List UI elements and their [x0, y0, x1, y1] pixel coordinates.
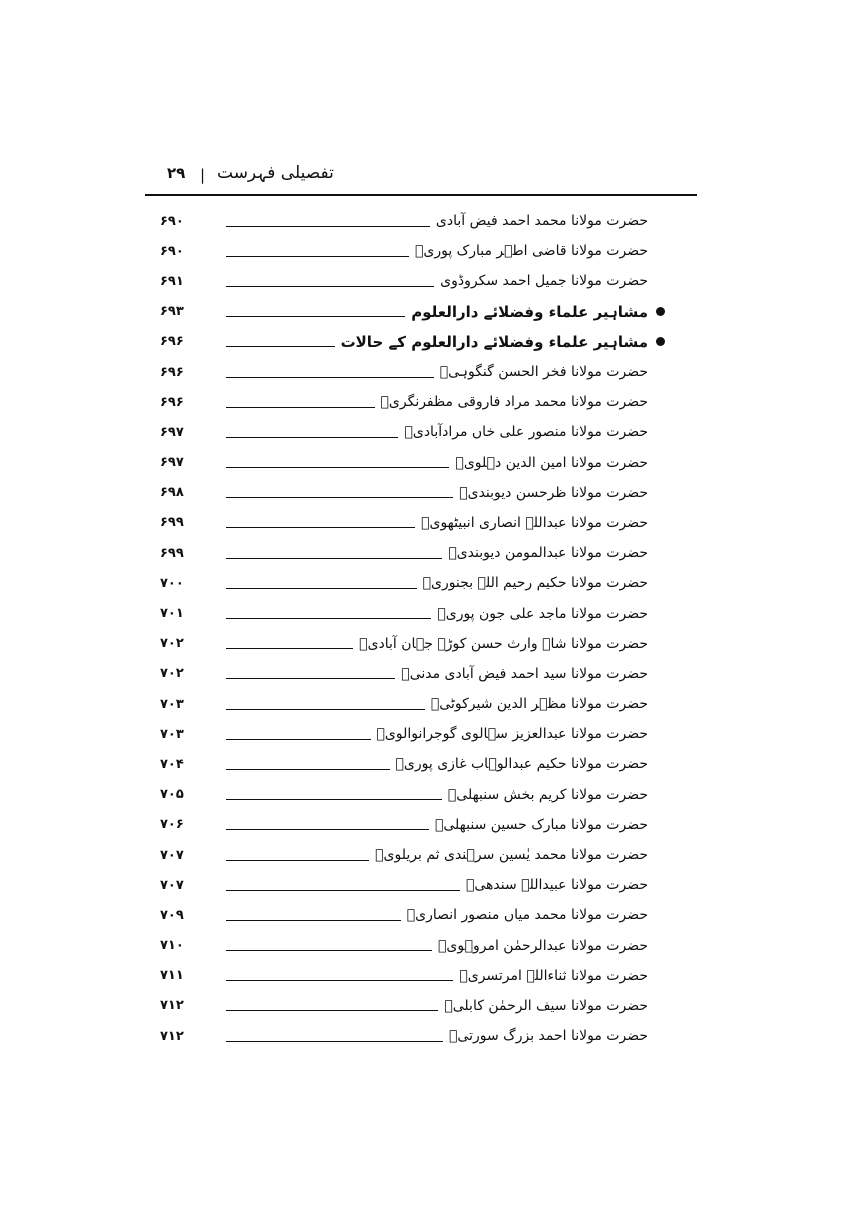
toc-leader-line — [226, 377, 434, 378]
toc-entry-title: حضرت مولانا امین الدین دہلویؒ — [455, 454, 648, 471]
toc-entry-page: ۷۱۰ — [160, 938, 184, 954]
toc-entry — [160, 719, 665, 749]
toc-entry-title: حضرت مولانا فخر الحسن گنگوہیؒ — [439, 364, 648, 381]
toc-entry — [160, 417, 665, 447]
toc-entry-page: ۷۰۷ — [160, 877, 184, 893]
toc-entry-page: ۶۹۳ — [160, 304, 184, 320]
toc-leader-line — [226, 467, 449, 468]
toc-entry — [160, 206, 665, 236]
toc-entry — [160, 568, 665, 598]
toc-entry-page: ۷۰۹ — [160, 907, 184, 923]
toc-entry-page: ۶۹۷ — [160, 424, 184, 440]
toc-entry-title: حضرت مولانا شاہ وارث حسن کوڑہ جہان آبادیؒ — [359, 635, 648, 652]
toc-entry — [160, 629, 665, 659]
toc-entry-title: حضرت مولانا ثناءاللہ امرتسریؒ — [459, 967, 648, 984]
header-title: تفصیلی فہرست — [217, 163, 334, 183]
toc-entry-page: ۶۹۹ — [160, 545, 184, 561]
toc-entry-page: ۷۰۶ — [160, 817, 184, 833]
toc-entry-title: حضرت مولانا کریم بخش سنبھلیؒ — [447, 786, 648, 803]
toc-entry-title: حضرت مولانا عبدالمومن دیوبندیؒ — [448, 545, 648, 562]
toc-entry-page: ۶۹۱ — [160, 273, 184, 289]
toc-entry — [160, 810, 665, 840]
toc-leader-line — [226, 316, 405, 317]
toc-entry — [160, 840, 665, 870]
toc-entry-title: حضرت مولانا عبدالرحمٰن امروہویؒ — [437, 937, 648, 954]
toc-leader-line — [226, 527, 415, 528]
toc-entry-title: حضرت مولانا مظہر الدین شیرکوٹیؒ — [430, 696, 648, 713]
toc-entry-page: ۷۰۳ — [160, 696, 184, 712]
toc-leader-line — [226, 950, 432, 951]
toc-entry — [160, 327, 665, 357]
header-page-number: ۲۹ — [167, 164, 186, 182]
toc-entry-page: ۶۹۶ — [160, 334, 184, 350]
toc-entry — [160, 598, 665, 628]
toc-entry-page: ۷۱۲ — [160, 1028, 184, 1044]
toc-leader-line — [226, 860, 369, 861]
toc-entry-page: ۶۹۶ — [160, 364, 184, 380]
toc-leader-line — [226, 1010, 438, 1011]
toc-entry — [160, 508, 665, 538]
toc-entry-page: ۶۹۷ — [160, 455, 184, 471]
toc-entry-title: حضرت مولانا حکیم عبدالوہاب غازی پوریؒ — [395, 756, 648, 773]
toc-entry-title: حضرت مولانا محمد میاں منصور انصاریؒ — [406, 907, 648, 924]
toc-entry — [160, 236, 665, 266]
toc-entry-page: ۶۹۶ — [160, 394, 184, 410]
toc-leader-line — [226, 709, 425, 710]
toc-entry — [160, 991, 665, 1021]
toc-entry — [160, 448, 665, 478]
toc-entry-title: حضرت مولانا عبیداللہ سندھیؒ — [465, 877, 648, 894]
toc-leader-line — [226, 769, 390, 770]
toc-leader-line — [226, 829, 429, 830]
bullet-icon — [656, 307, 665, 316]
toc-entry-title: حضرت مولانا محمد مراد فاروقی مظفرنگریؒ — [380, 394, 648, 411]
toc-leader-line — [226, 226, 430, 227]
toc-leader-line — [226, 497, 453, 498]
toc-entry-page: ۷۱۱ — [160, 968, 184, 984]
toc-entry-page: ۶۹۰ — [160, 213, 184, 229]
toc-entry — [160, 689, 665, 719]
toc-entry-page: ۷۱۲ — [160, 998, 184, 1014]
toc-entry-page: ۷۰۰ — [160, 575, 184, 591]
toc-entry-title: حضرت مولانا منصور علی خاں مرادآبادیؒ — [404, 424, 648, 441]
toc-entry-page: ۶۹۸ — [160, 485, 184, 501]
toc-leader-line — [226, 558, 442, 559]
toc-entry — [160, 478, 665, 508]
toc-entry-title: حضرت مولانا عبداللہ انصاری انبیٹھویؒ — [421, 514, 648, 531]
toc-entry — [160, 1021, 665, 1051]
toc-entry-page: ۷۰۳ — [160, 726, 184, 742]
toc-entry — [160, 538, 665, 568]
toc-entry — [160, 961, 665, 991]
toc-entry — [160, 780, 665, 810]
toc-entry-title: حضرت مولانا ماجد علی جون پوریؒ — [437, 605, 648, 622]
toc-entry — [160, 870, 665, 900]
toc-entry-title: حضرت مولانا احمد بزرگ سورتیؒ — [449, 1028, 648, 1045]
toc-entry-page: ۷۰۲ — [160, 636, 184, 652]
toc-entry — [160, 387, 665, 417]
toc-leader-line — [226, 678, 395, 679]
toc-entry — [160, 659, 665, 689]
toc-entry-title: حضرت مولانا محمد یٰسین سرہندی ثم بریلویؒ — [375, 847, 648, 864]
toc-entry-title: حضرت مولانا محمد احمد فیض آبادی — [435, 213, 648, 230]
toc-entry-title: حضرت مولانا قاضی اطہر مبارک پوریؒ — [414, 243, 648, 260]
toc-entry-page: ۷۰۱ — [160, 606, 184, 622]
toc-leader-line — [226, 799, 442, 800]
toc-entry — [160, 266, 665, 296]
toc-entry-page: ۶۹۰ — [160, 243, 184, 259]
toc-leader-line — [226, 890, 460, 891]
toc-entry-page: ۷۰۷ — [160, 847, 184, 863]
toc-entry — [160, 900, 665, 930]
toc-entry-page: ۶۹۹ — [160, 515, 184, 531]
toc-leader-line — [226, 980, 453, 981]
toc-leader-line — [226, 739, 371, 740]
toc-entry-title: حضرت مولانا ظرحسن دیوبندیؒ — [459, 484, 648, 501]
toc-entry-title: مشاہیر علماء وفضلائے دارالعلوم — [411, 302, 648, 321]
toc-entry-title: حضرت مولانا عبدالعزیز سہالوی گوجرانوالویؒ — [376, 726, 648, 743]
toc-leader-line — [226, 346, 335, 347]
page-header — [145, 160, 697, 196]
toc-leader-line — [226, 286, 434, 287]
header-separator: | — [200, 166, 206, 184]
bullet-icon — [656, 337, 665, 346]
table-of-contents — [160, 206, 665, 1051]
toc-entry — [160, 931, 665, 961]
toc-leader-line — [226, 437, 398, 438]
toc-entry — [160, 749, 665, 779]
toc-leader-line — [226, 648, 353, 649]
toc-leader-line — [226, 407, 375, 408]
toc-entry-title: حضرت مولانا حکیم رحیم اللہ بجنوریؒ — [422, 575, 648, 592]
toc-entry-page: ۷۰۴ — [160, 756, 184, 772]
toc-entry-title: حضرت مولانا سیف الرحمٰن کابلیؒ — [444, 997, 648, 1014]
toc-entry-page: ۷۰۲ — [160, 666, 184, 682]
toc-entry-title: مشاہیر علماء وفضلائے دارالعلوم کے حالات — [340, 332, 648, 351]
toc-leader-line — [226, 588, 417, 589]
toc-leader-line — [226, 920, 401, 921]
toc-entry — [160, 297, 665, 327]
toc-leader-line — [226, 1041, 443, 1042]
toc-entry-page: ۷۰۵ — [160, 787, 184, 803]
toc-entry — [160, 357, 665, 387]
toc-entry-title: حضرت مولانا سید احمد فیض آبادی مدنیؒ — [401, 665, 648, 682]
toc-leader-line — [226, 618, 431, 619]
toc-entry-title: حضرت مولانا مبارک حسین سنبھلیؒ — [434, 816, 648, 833]
toc-entry-title: حضرت مولانا جمیل احمد سکروڈوی — [440, 273, 648, 290]
toc-leader-line — [226, 256, 409, 257]
